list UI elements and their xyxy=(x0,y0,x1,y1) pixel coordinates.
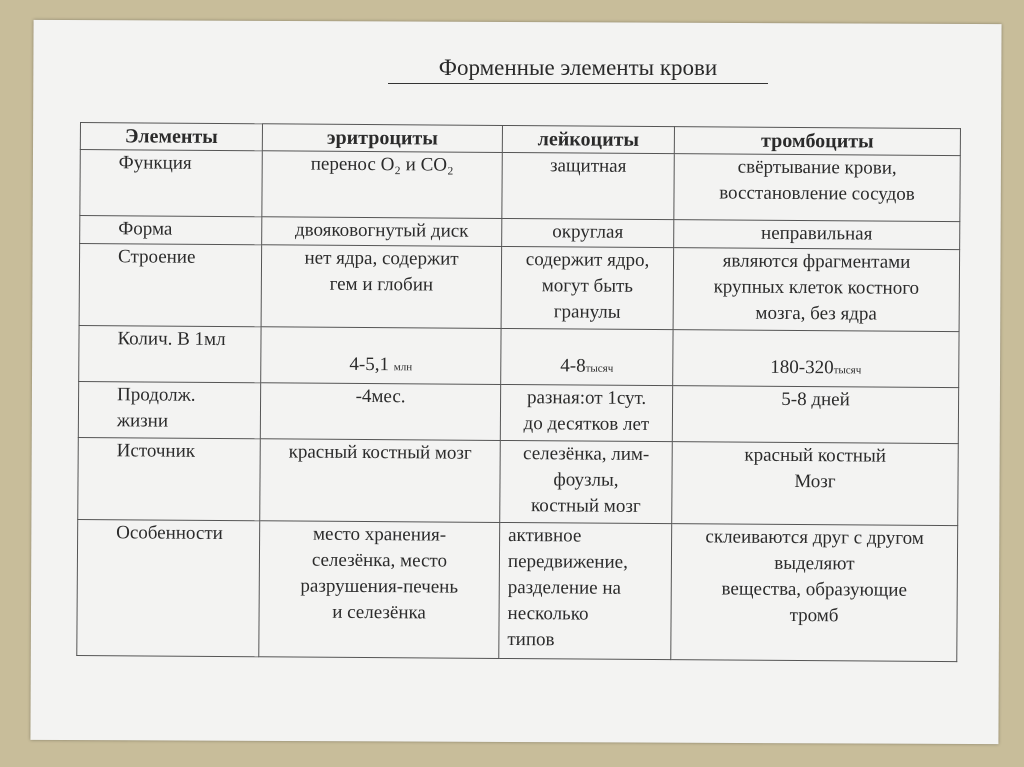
row-label: Особенности xyxy=(77,519,260,656)
count-unit: тысяч xyxy=(585,362,614,375)
cell-leuko xyxy=(500,440,673,523)
cell-leuko xyxy=(500,384,672,441)
row-source xyxy=(78,437,959,525)
cell-line: свёртывание крови, xyxy=(737,156,897,179)
cell-line: передвижение, xyxy=(507,550,628,573)
cell-erythro xyxy=(261,327,501,385)
cell-line: костный мозг xyxy=(530,495,641,517)
row-function xyxy=(80,150,960,222)
row-label xyxy=(78,381,260,438)
cell-line: разделение на xyxy=(507,576,622,599)
cell-thrombo: 5-8 дней xyxy=(672,386,958,444)
row-label: Форма xyxy=(80,216,262,245)
row-label: Строение xyxy=(79,244,262,327)
cell-line: являются фрагментами xyxy=(722,250,911,273)
label-line: Продолж. xyxy=(117,384,196,406)
header-leukocytes: лейкоциты xyxy=(502,125,674,153)
cell-line: фоузлы, xyxy=(553,469,619,491)
cell-thrombo xyxy=(673,330,959,388)
cell-erythro: перенос O₂ и CO₂ xyxy=(262,151,502,219)
cell-thrombo xyxy=(673,248,960,332)
cell-thrombo xyxy=(672,442,959,526)
count-unit: млн xyxy=(393,361,413,374)
row-label: Функция xyxy=(80,150,262,217)
cell-line: типов xyxy=(507,628,555,651)
cell-leuko xyxy=(501,246,674,329)
row-features xyxy=(77,519,958,661)
cell-line: крупных клеток костного xyxy=(713,276,920,299)
cell-erythro: красный костный мозг xyxy=(260,439,501,523)
count-value: 180-320 xyxy=(770,356,834,379)
cell-erythro: двояковогнутый диск xyxy=(262,217,502,247)
header-erythrocytes: эритроциты xyxy=(262,124,502,153)
row-count xyxy=(79,325,959,387)
cell-line: нет ядра, содержит xyxy=(304,247,459,270)
cell-thrombo xyxy=(674,154,960,222)
cell-line: разрушения-печень xyxy=(300,575,459,598)
cell-line: активное xyxy=(508,524,582,547)
row-label: Колич. В 1мл xyxy=(79,325,261,382)
cell-line: выделяют xyxy=(774,552,855,575)
row-structure xyxy=(79,244,960,332)
cell-leuko xyxy=(499,522,672,659)
cell-leuko: округлая xyxy=(502,218,674,247)
cell-line: красный костный xyxy=(744,444,887,467)
cell-line: до десятков лет xyxy=(523,413,650,435)
cell-erythro xyxy=(259,521,500,659)
cell-line: вещества, образующие xyxy=(721,578,907,601)
cell-line: несколько xyxy=(507,602,589,625)
cell-line: Мозг xyxy=(794,470,836,493)
count-unit: тысяч xyxy=(833,364,862,377)
cell-line: содержит ядро, xyxy=(525,249,650,271)
cell-line: гранулы xyxy=(553,301,621,323)
cell-erythro: -4мес. xyxy=(260,383,500,441)
label-line: жизни xyxy=(116,410,169,432)
blood-elements-table xyxy=(76,122,961,662)
count-value: 4-5,1 xyxy=(349,353,390,376)
cell-leuko: защитная xyxy=(502,152,674,219)
cell-line: место хранения- xyxy=(312,523,447,546)
cell-line: разная:от 1сут. xyxy=(526,387,647,409)
cell-line: могут быть xyxy=(541,275,634,297)
cell-line: склеиваются друг с другом xyxy=(705,526,924,549)
count-value: 4-8 xyxy=(560,355,586,377)
cell-line: и селезёнка xyxy=(332,601,426,624)
cell-thrombo: неправильная xyxy=(674,220,960,250)
cell-thrombo xyxy=(671,524,958,662)
cell-line: селезёнка, место xyxy=(311,549,448,572)
cell-line: тромб xyxy=(789,604,839,627)
header-elements: Элементы xyxy=(80,123,262,151)
cell-line: мозга, без ядра xyxy=(755,302,877,325)
document-title: Форменные элементы крови xyxy=(388,55,768,84)
cell-leuko xyxy=(501,328,673,385)
cell-line: селезёнка, лим- xyxy=(522,443,650,465)
cell-line: гем и глобин xyxy=(329,273,434,296)
row-label: Источник xyxy=(78,437,261,520)
header-thrombocytes: тромбоциты xyxy=(674,127,960,156)
cell-line: восстановление сосудов xyxy=(719,182,915,205)
cell-erythro xyxy=(261,245,502,329)
row-lifespan xyxy=(78,381,958,443)
